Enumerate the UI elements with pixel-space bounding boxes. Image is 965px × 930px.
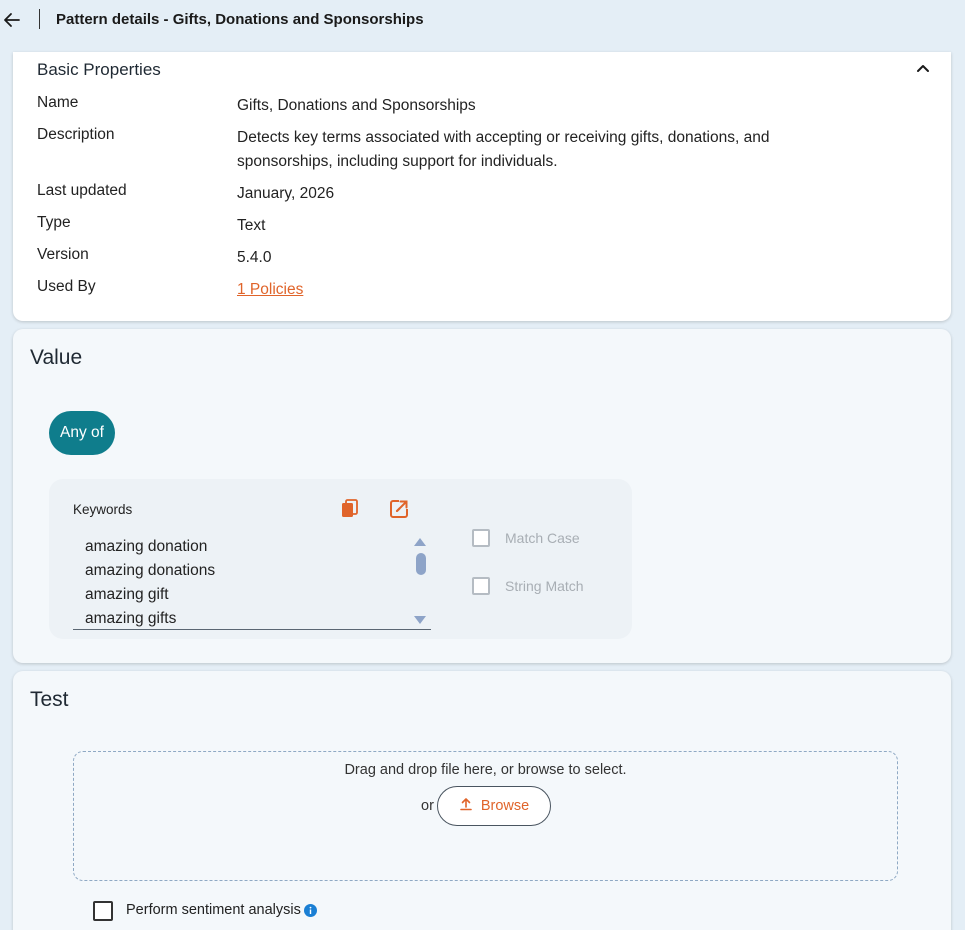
back-arrow-icon[interactable] (2, 10, 22, 30)
string-match-label: String Match (505, 578, 584, 594)
property-value: 5.4.0 (237, 249, 272, 266)
match-case-checkbox[interactable] (472, 529, 490, 547)
string-match-checkbox[interactable] (472, 577, 490, 595)
keywords-panel (49, 479, 632, 639)
property-label: Type (37, 214, 71, 231)
value-section-title: Value (30, 346, 83, 369)
copy-icon[interactable] (339, 498, 361, 520)
match-case-label: Match Case (505, 530, 580, 546)
test-card (13, 671, 951, 930)
value-card (13, 329, 951, 663)
browse-button[interactable] (437, 786, 551, 826)
scroll-down-icon[interactable] (413, 613, 427, 625)
property-label: Version (37, 246, 89, 263)
property-value: January, 2026 (237, 185, 335, 202)
list-item: amazing gifts (85, 610, 177, 627)
top-bar (0, 0, 965, 44)
list-item: amazing donations (85, 562, 216, 579)
keywords-label: Keywords (73, 502, 133, 517)
sentiment-analysis-label: Perform sentiment analysis (126, 902, 301, 918)
open-external-icon[interactable] (388, 498, 410, 520)
list-item: amazing donation (85, 538, 208, 555)
basic-properties-title: Basic Properties (37, 60, 161, 79)
chevron-up-icon[interactable] (915, 61, 931, 77)
property-value (237, 278, 857, 302)
test-section-title: Test (30, 688, 69, 711)
or-text: or (421, 798, 434, 814)
property-label: Last updated (37, 182, 127, 199)
browse-label: Browse (480, 798, 530, 814)
file-dropzone[interactable] (73, 751, 898, 881)
any-of-operator-button[interactable]: Any of (49, 411, 115, 455)
page-title: Pattern details - Gifts, Donations and Sponsorships (56, 11, 424, 28)
list-item: amazing gift (85, 586, 169, 603)
title-divider (39, 9, 40, 29)
property-value: Detects key terms associated with accepting or receiving gifts, donations, and sponsorships, including support for individuals. (237, 129, 770, 170)
property-label: Used By (37, 278, 96, 295)
upload-icon (459, 797, 473, 815)
property-value: Gifts, Donations and Sponsorships (237, 97, 476, 114)
property-label: Name (37, 94, 79, 111)
scrollbar-thumb[interactable] (416, 553, 426, 575)
used-by-policies-link[interactable]: 1 Policies (237, 281, 304, 298)
sentiment-analysis-checkbox[interactable] (93, 901, 113, 921)
keywords-list[interactable] (73, 535, 431, 630)
scroll-up-icon[interactable] (413, 535, 427, 547)
property-value: Text (237, 217, 266, 234)
basic-properties-card (13, 52, 951, 321)
dropzone-text: Drag and drop file here, or browse to select. (344, 762, 627, 778)
property-label: Description (37, 126, 115, 143)
info-icon[interactable] (304, 904, 317, 917)
